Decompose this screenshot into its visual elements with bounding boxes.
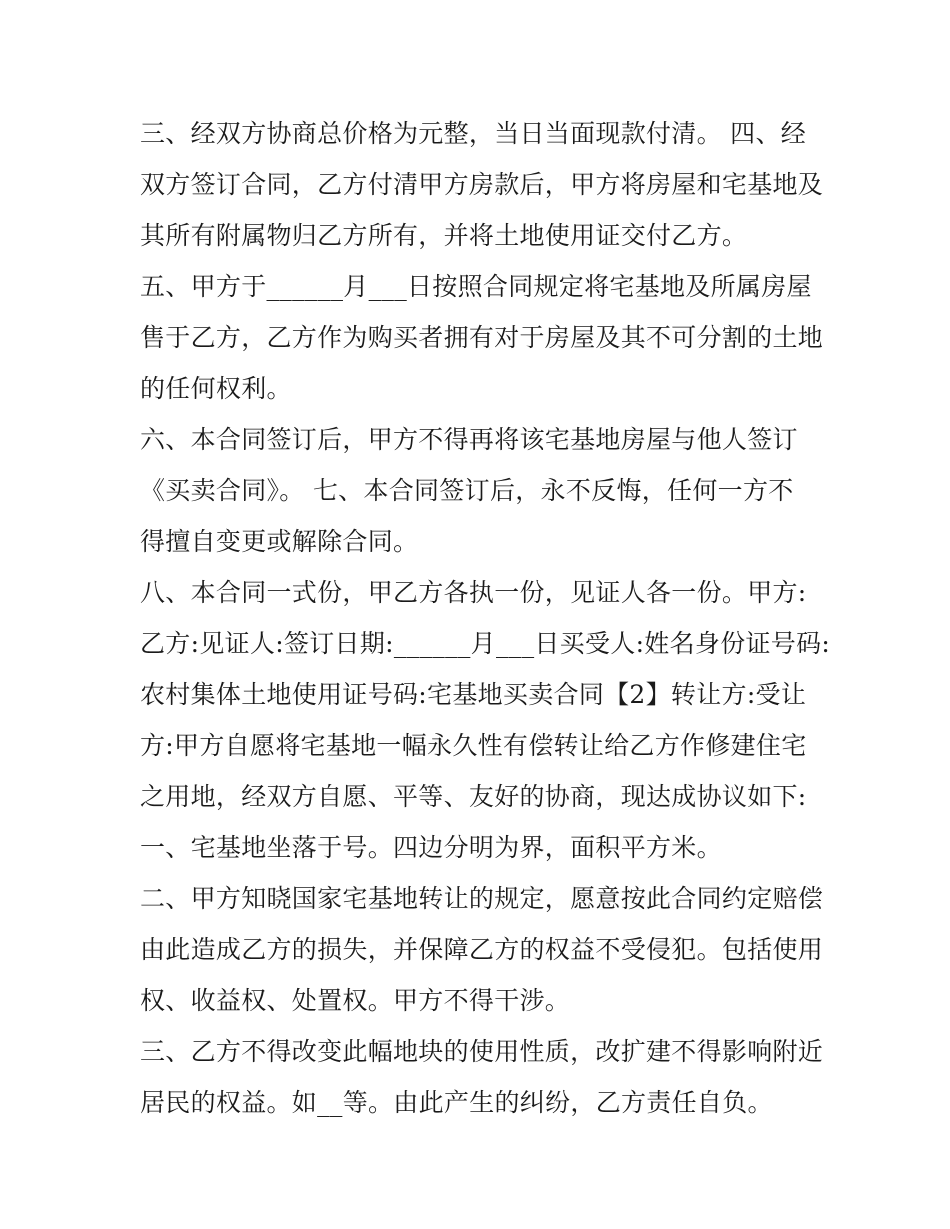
text-line: 售于乙方，乙方作为购买者拥有对于房屋及其不可分割的土地 bbox=[140, 323, 824, 352]
text-line: 由此造成乙方的损失，并保障乙方的权益不受侵犯。包括使用 bbox=[140, 935, 824, 964]
text-line: 之用地，经双方自愿、平等、友好的协商，现达成协议如下: bbox=[140, 782, 807, 811]
text-line: 一、宅基地坐落于号。四边分明为界，面积平方米。 bbox=[140, 833, 722, 862]
text-line: 三、经双方协商总价格为元整，当日当面现款付清。 四、经 bbox=[140, 119, 807, 148]
text-line: 三、乙方不得改变此幅地块的使用性质，改扩建不得影响附近 bbox=[140, 1037, 824, 1066]
text-line: 六、本合同签订后，甲方不得再将该宅基地房屋与他人签订 bbox=[140, 425, 798, 454]
text-line: 方:甲方自愿将宅基地一幅永久性有偿转让给乙方作修建住宅 bbox=[140, 731, 807, 760]
text-line: 的任何权利。 bbox=[140, 374, 292, 403]
text-line: 二、甲方知晓国家宅基地转让的规定，愿意按此合同约定赔偿 bbox=[140, 884, 824, 913]
text-line: 双方签订合同，乙方付清甲方房款后，甲方将房屋和宅基地及 bbox=[140, 170, 824, 199]
contract-text bbox=[140, 108, 831, 1128]
text-line: 权、收益权、处置权。甲方不得干涉。 bbox=[140, 986, 571, 1015]
text-line: 得擅自变更或解除合同。 bbox=[140, 527, 419, 556]
text-line: 《买卖合同》。 七、本合同签订后，永不反悔，任何一方不 bbox=[140, 476, 794, 505]
text-line: 农村集体土地使用证号码:宅基地买卖合同【2】转让方:受让 bbox=[140, 680, 807, 709]
text-line: 其所有附属物归乙方所有，并将土地使用证交付乙方。 bbox=[140, 221, 748, 250]
text-line: 居民的权益。如__等。由此产生的纠纷，乙方责任自负。 bbox=[140, 1088, 773, 1117]
text-line: 五、甲方于______月___日按照合同规定将宅基地及所属房屋 bbox=[140, 272, 812, 301]
text-line: 八、本合同一式份，甲乙方各执一份，见证人各一份。甲方: bbox=[140, 578, 807, 607]
text-line: 乙方:见证人:签订日期:______月___日买受人:姓名身份证号码: bbox=[140, 629, 831, 658]
